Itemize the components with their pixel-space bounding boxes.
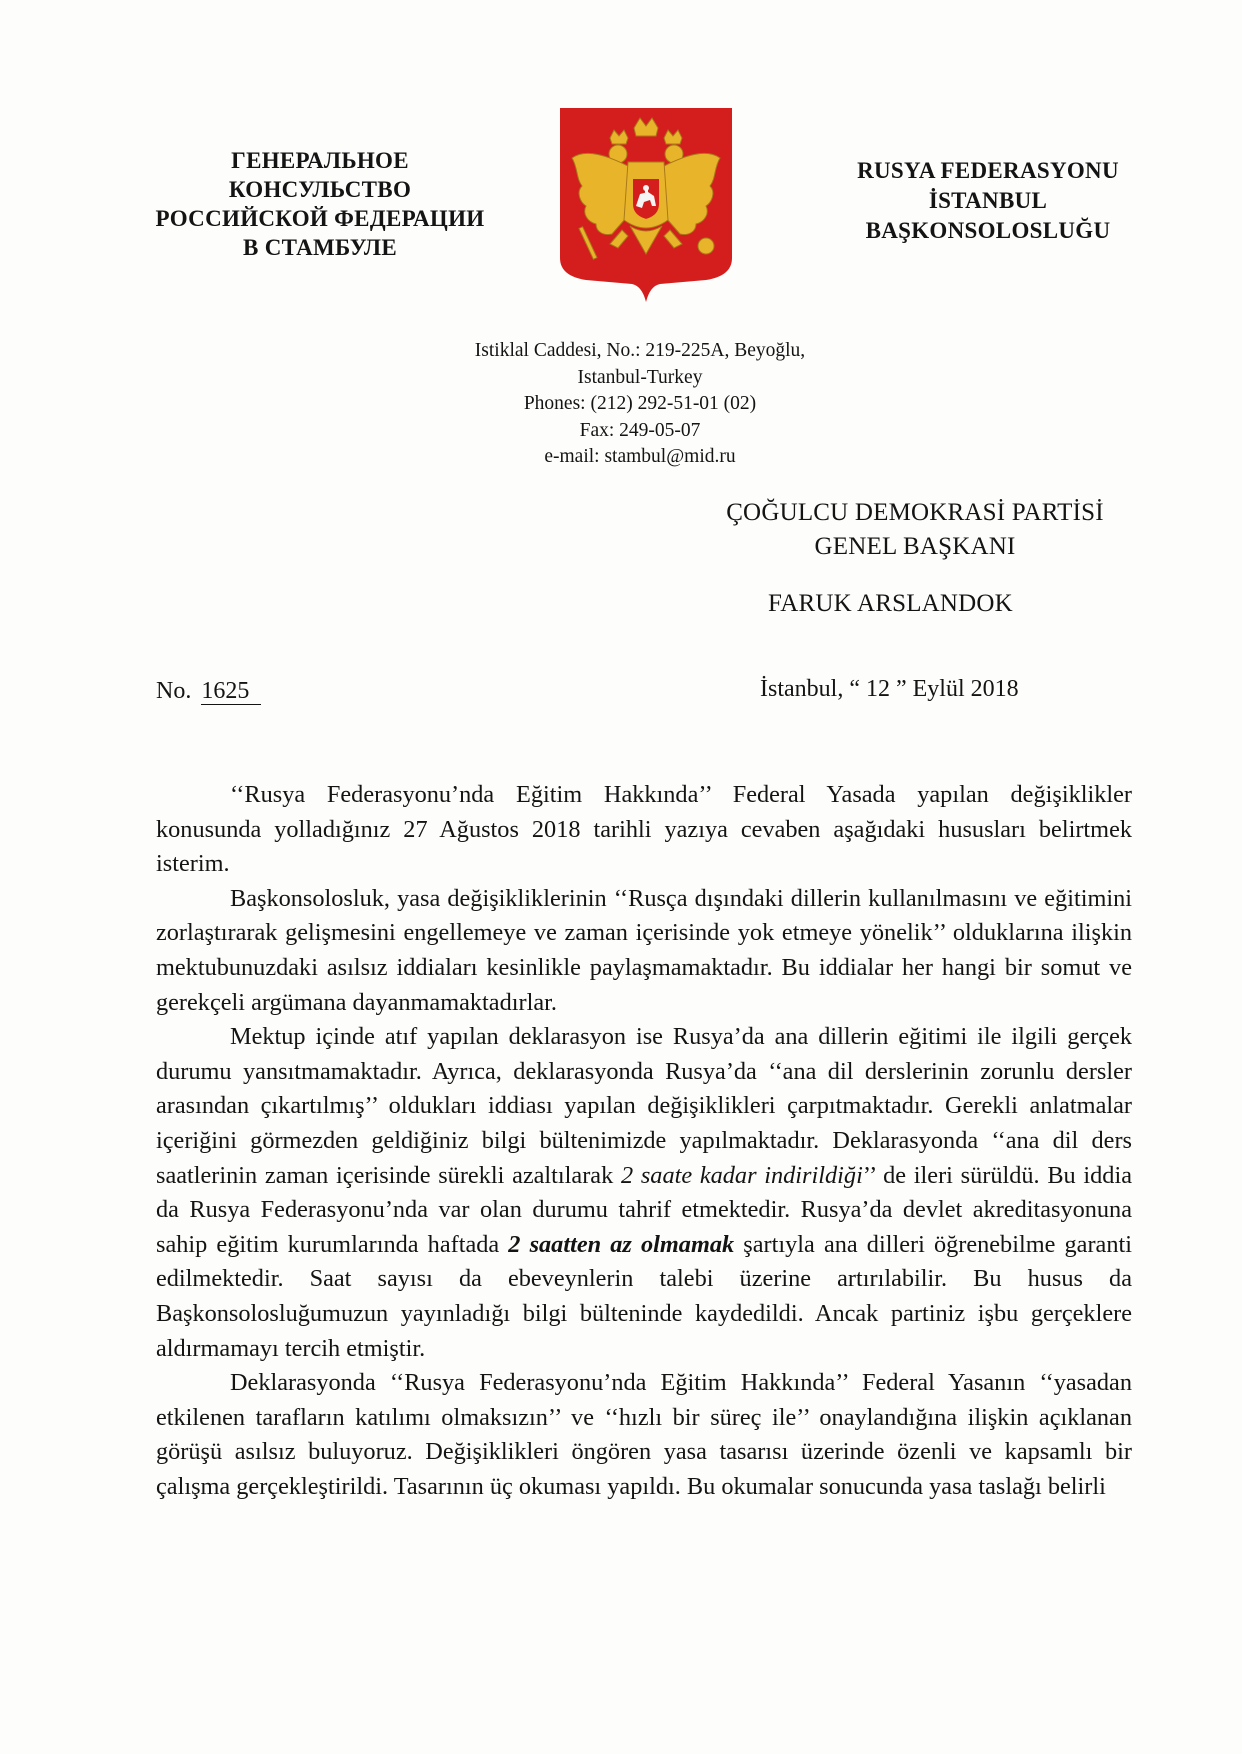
recipient-organization: ÇOĞULCU DEMOKRASİ PARTİSİ: [726, 499, 1104, 526]
address-line: Fax: 249-05-07: [579, 419, 701, 441]
header-right-line: BAŞKONSOLOSLUĞU: [865, 218, 1111, 243]
reference-prefix: No.: [156, 678, 192, 704]
header-right-line: RUSYA FEDERASYONU: [857, 158, 1119, 183]
header-right-line: İSTANBUL: [928, 188, 1048, 213]
body-paragraph: Başkonsolosluk, yasa değişikliklerinin ‘‘Rusça dışındaki dillerin kullanılmasını ve eğitimini zorlaştırarak gelişmesini engellemeye ve zaman içerisinde yok etmeye yönelik’’ olduklarına ilişkin mektubunuzdaki asılsız iddiaları kesinlikle paylaşmamaktadır. Bu iddialar her hangi bir somut ve gerekçeli argümana dayanmamaktadırlar.: [156, 884, 1132, 1016]
paragraph-text: Mektup içinde atıf yapılan deklarasyon ise Rusya’da ana dillerin eğitimi ile ilgili gerçek durumu yansıtmamaktadır. Ayrıca, deklarasyonda Rusya’da ‘‘ana dil derslerinin zorunlu dersler arasından çıkartılmış’’ oldukları iddiası yapılan değişiklikleri çarpıtmaktadır. Gerekli anlatmalar içeriğini görmezden geldiğiniz bilgi bültenimizde yapılmaktadır. Deklarasyonda ‘‘ana dil ders saatlerinin zaman içerisinde sürekli azaltılarak: [156, 1023, 1132, 1189]
address-line: Istiklal Caddesi, No.: 219-225A, Beyoğlu,: [474, 340, 806, 361]
header-left-line: В СТАМБУЛЕ: [243, 235, 397, 260]
address-line: Phones: (212) 292-51-01 (02): [523, 393, 757, 414]
header-left-line: КОНСУЛЬСТВО: [228, 177, 412, 202]
recipient-block: [680, 496, 1150, 564]
consulate-address: [440, 338, 840, 471]
header-left-line: ГЕНЕРАЛЬНОЕ: [231, 148, 409, 173]
recipient-title: GENEL BAŞKANI: [814, 533, 1016, 560]
consulate-header-turkish: [808, 156, 1168, 246]
header-left-line: РОССИЙСКОЙ ФЕДЕРАЦИИ: [155, 206, 485, 231]
russian-coat-of-arms-icon: [556, 108, 736, 304]
body-paragraph: [156, 1020, 1132, 1366]
reference-value: 1625: [201, 678, 261, 705]
paragraph-text: ’’ de ileri sürüldü. Bu iddia da Rusya Federasyonu’nda var olan durumu tahrif etmektedir. Rusya’da devlet akreditasyonuna sahip eğitim kurumlarında haftada: [156, 1161, 1132, 1258]
letter-date: İstanbul, “ 12 ” Eylül 2018: [760, 676, 1019, 702]
italic-emphasis: 2 saate kadar indirildiği: [620, 1161, 863, 1189]
address-email: e-mail: stambul@mid.ru: [544, 446, 736, 467]
address-line: Istanbul-Turkey: [577, 366, 703, 388]
reference-number: [156, 678, 261, 705]
paragraph-text: şartıyla ana dilleri öğrenebilme garanti edilmektedir. Saat sayısı da ebeveynlerin talebi üzerine artırılabilir. Bu husus da Başkonsolosluğumuzun yayınladığı bilgi bülteninde kaydedildi. Ancak partiniz işbu gerçeklere aldırmamayı tercih etmiştir.: [156, 1230, 1132, 1362]
body-paragraph: Deklarasyonda ‘‘Rusya Federasyonu’nda Eğitim Hakkında’’ Federal Yasanın ‘‘yasadan etkilenen tarafların katılımı olmaksızın’’ ve ‘‘hızlı bir süreç ile’’ onaylandığına ilişkin açıklanan görüşü asılsız buluyoruz. Değişiklikleri öngören yasa tasarısı üzerinde özenli ve kapsamlı bir çalışma gerçekleştirildi. Tasarının üç okuması yapıldı. Bu okumalar sonucunda yasa taslağı belirli: [156, 1369, 1132, 1500]
letter-body: [156, 778, 1132, 1504]
bold-italic-emphasis: 2 saatten az olmamak: [508, 1230, 735, 1258]
recipient-name: FARUK ARSLANDOK: [768, 590, 1013, 617]
body-paragraph: ‘‘Rusya Federasyonu’nda Eğitim Hakkında’’ Federal Yasada yapılan değişiklikler konusunda yolladığınız 27 Ağustos 2018 tarihli yazıya cevaben aşağıdaki hususları belirtmek isterim.: [156, 781, 1132, 878]
consulate-header-russian: [120, 146, 520, 262]
